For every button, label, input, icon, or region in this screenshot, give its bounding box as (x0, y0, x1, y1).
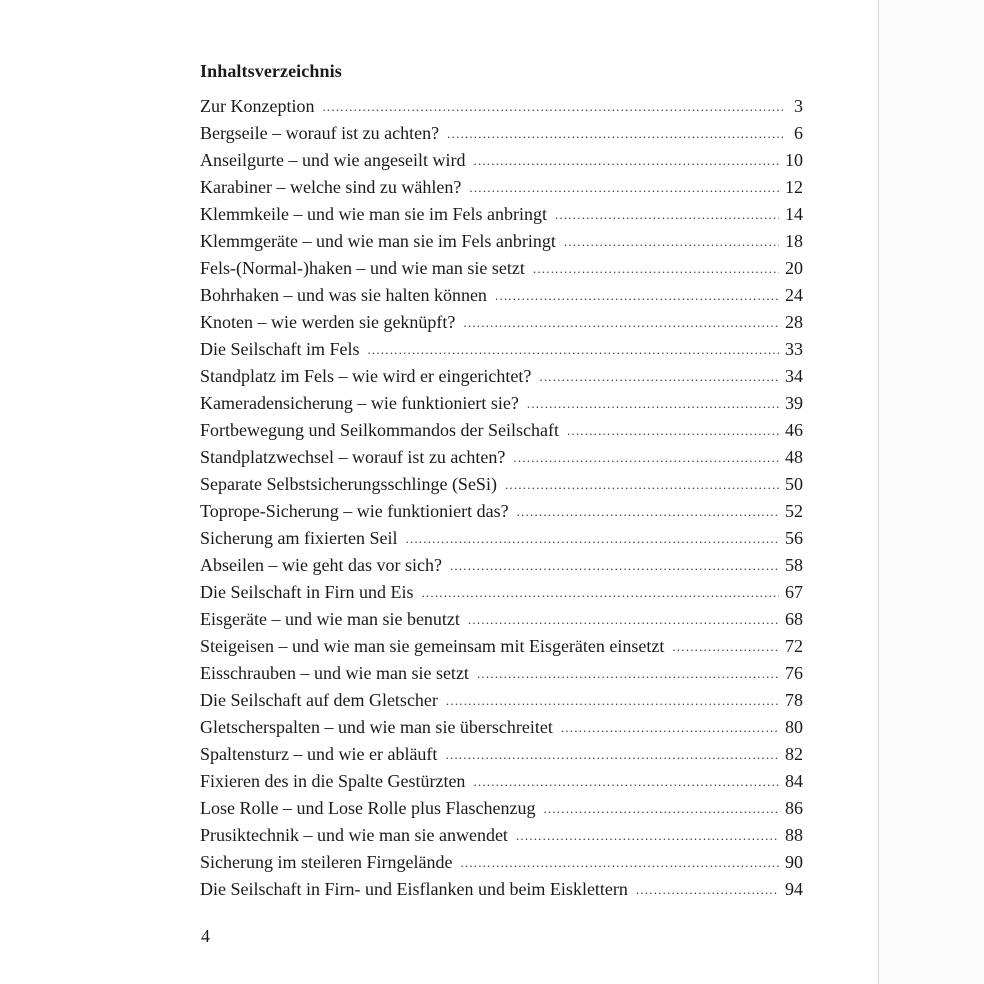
toc-dot-leader (555, 201, 779, 228)
toc-entry-label: Kameradensicherung – wie funktioniert sie? (200, 393, 519, 413)
page-number: 4 (201, 926, 210, 946)
toc-dot-leader (445, 741, 779, 768)
toc-entry-label: Karabiner – welche sind zu wählen? (200, 177, 462, 197)
toc-dot-leader (495, 282, 779, 309)
toc-entry (200, 174, 803, 201)
toc-dot-leader (505, 471, 779, 498)
toc-entry (200, 417, 803, 444)
toc-dot-leader (468, 606, 779, 633)
toc-entry-page: 88 (785, 825, 803, 845)
toc-entry-page: 20 (785, 258, 803, 278)
toc-dot-leader (564, 228, 779, 255)
toc-entry (200, 363, 803, 390)
toc-entry-label: Sicherung am fixierten Seil (200, 528, 398, 548)
toc-entry (200, 714, 803, 741)
toc-entry (200, 606, 803, 633)
toc-entry-label: Bergseile – worauf ist zu achten? (200, 123, 440, 143)
toc-entry-label: Eisgeräte – und wie man sie benutzt (200, 609, 460, 629)
toc-dot-leader (460, 849, 779, 876)
toc-dot-leader (447, 120, 783, 147)
toc-entry-page: 24 (785, 285, 803, 305)
toc-entry-label: Steigeisen – und wie man sie gemeinsam mit Eisgeräten einsetzt (200, 636, 665, 656)
toc-entry-label: Standplatz im Fels – wie wird er eingerichtet? (200, 366, 532, 386)
toc-entry-label: Die Seilschaft in Firn- und Eisflanken und beim Eisklettern (200, 879, 628, 899)
toc-entry (200, 336, 803, 363)
toc-dot-leader (405, 525, 779, 552)
toc-entry-page: 3 (794, 96, 803, 116)
toc-dot-leader (322, 93, 783, 120)
toc-entry (200, 768, 803, 795)
toc-dot-leader (463, 309, 779, 336)
toc-entry (200, 876, 803, 903)
toc-dot-leader (450, 552, 779, 579)
toc-entry-page: 28 (785, 312, 803, 332)
toc-entry (200, 795, 803, 822)
toc-entry (200, 120, 803, 147)
toc-entry (200, 579, 803, 606)
toc-entry-label: Abseilen – wie geht das vor sich? (200, 555, 442, 575)
toc-entry (200, 228, 803, 255)
toc-entry-label: Standplatzwechsel – worauf ist zu achten? (200, 447, 506, 467)
toc-dot-leader (636, 876, 779, 903)
toc-entry-page: 76 (785, 663, 803, 683)
toc-entry-label: Die Seilschaft auf dem Gletscher (200, 690, 438, 710)
toc-entry-page: 50 (785, 474, 803, 494)
toc-entry-page: 14 (785, 204, 803, 224)
toc-entry (200, 147, 803, 174)
toc-entry-label: Klemmkeile – und wie man sie im Fels anbringt (200, 204, 547, 224)
toc-entry-label: Lose Rolle – und Lose Rolle plus Flaschenzug (200, 798, 536, 818)
toc-entry-page: 94 (785, 879, 803, 899)
toc-entry-page: 56 (785, 528, 803, 548)
toc-entry (200, 201, 803, 228)
toc-dot-leader (421, 579, 779, 606)
toc-entry-label: Separate Selbstsicherungsschlinge (SeSi) (200, 474, 497, 494)
toc-entry (200, 498, 803, 525)
toc-entry-page: 78 (785, 690, 803, 710)
toc-dot-leader (477, 660, 779, 687)
toc-entry-page: 72 (785, 636, 803, 656)
toc-entry-label: Klemmgeräte – und wie man sie im Fels anbringt (200, 231, 556, 251)
toc-entry-page: 86 (785, 798, 803, 818)
toc-entry-page: 18 (785, 231, 803, 251)
toc-entry (200, 471, 803, 498)
toc-dot-leader (527, 390, 779, 417)
toc-entry-page: 10 (785, 150, 803, 170)
toc-dot-leader (446, 687, 779, 714)
toc-entry-page: 67 (785, 582, 803, 602)
toc-entry-label: Die Seilschaft im Fels (200, 339, 360, 359)
toc-entry-page: 6 (794, 123, 803, 143)
toc-dot-leader (469, 174, 779, 201)
toc-dot-leader (513, 444, 779, 471)
toc-entry-page: 48 (785, 447, 803, 467)
toc-entry-label: Bohrhaken – und was sie halten können (200, 285, 487, 305)
toc-dot-leader (561, 714, 779, 741)
toc-entry (200, 741, 803, 768)
toc-entry-label: Knoten – wie werden sie geknüpft? (200, 312, 456, 332)
toc-entry-page: 52 (785, 501, 803, 521)
toc-entry (200, 525, 803, 552)
toc-entry-page: 68 (785, 609, 803, 629)
toc-entry-label: Spaltensturz – und wie er abläuft (200, 744, 438, 764)
toc-entry (200, 282, 803, 309)
toc-dot-leader (539, 363, 779, 390)
toc-entry (200, 552, 803, 579)
toc-entry-page: 46 (785, 420, 803, 440)
toc-entry-page: 39 (785, 393, 803, 413)
toc-entry (200, 660, 803, 687)
toc-entry-label: Eisschrauben – und wie man sie setzt (200, 663, 469, 683)
toc-entry (200, 309, 803, 336)
toc-entry (200, 822, 803, 849)
toc-dot-leader (517, 498, 779, 525)
toc-dot-leader (367, 336, 779, 363)
toc-entry-page: 58 (785, 555, 803, 575)
toc-entry-label: Zur Konzeption (200, 96, 315, 116)
toc-entry-label: Fels-(Normal-)haken – und wie man sie setzt (200, 258, 525, 278)
toc-dot-leader (567, 417, 779, 444)
toc-entry-label: Sicherung im steileren Firngelände (200, 852, 453, 872)
toc-title: Inhaltsverzeichnis (200, 61, 342, 81)
toc-entry (200, 390, 803, 417)
toc-dot-leader (672, 633, 779, 660)
toc-dot-leader (473, 768, 779, 795)
toc-entry-page: 34 (785, 366, 803, 386)
toc-dot-leader (516, 822, 779, 849)
toc-dot-leader (473, 147, 779, 174)
toc-entry-label: Die Seilschaft in Firn und Eis (200, 582, 414, 602)
toc-entry (200, 849, 803, 876)
toc-entry-label: Toprope-Sicherung – wie funktioniert das? (200, 501, 509, 521)
toc-entry (200, 93, 803, 120)
toc-dot-leader (533, 255, 779, 282)
toc-entry-label: Fortbewegung und Seilkommandos der Seilschaft (200, 420, 559, 440)
toc-entry-page: 90 (785, 852, 803, 872)
toc-entry-label: Prusiktechnik – und wie man sie anwendet (200, 825, 508, 845)
toc-list (200, 93, 803, 903)
toc-entry-label: Gletscherspalten – und wie man sie überschreitet (200, 717, 553, 737)
page-margin-outside (879, 0, 984, 984)
toc-entry (200, 255, 803, 282)
toc-entry (200, 633, 803, 660)
toc-entry-page: 82 (785, 744, 803, 764)
toc-dot-leader (543, 795, 779, 822)
toc-entry-label: Anseilgurte – und wie angeseilt wird (200, 150, 466, 170)
toc-entry (200, 444, 803, 471)
toc-entry-page: 84 (785, 771, 803, 791)
toc-entry-page: 80 (785, 717, 803, 737)
toc-entry (200, 687, 803, 714)
toc-entry-label: Fixieren des in die Spalte Gestürzten (200, 771, 466, 791)
toc-entry-page: 12 (785, 177, 803, 197)
toc-entry-page: 33 (785, 339, 803, 359)
